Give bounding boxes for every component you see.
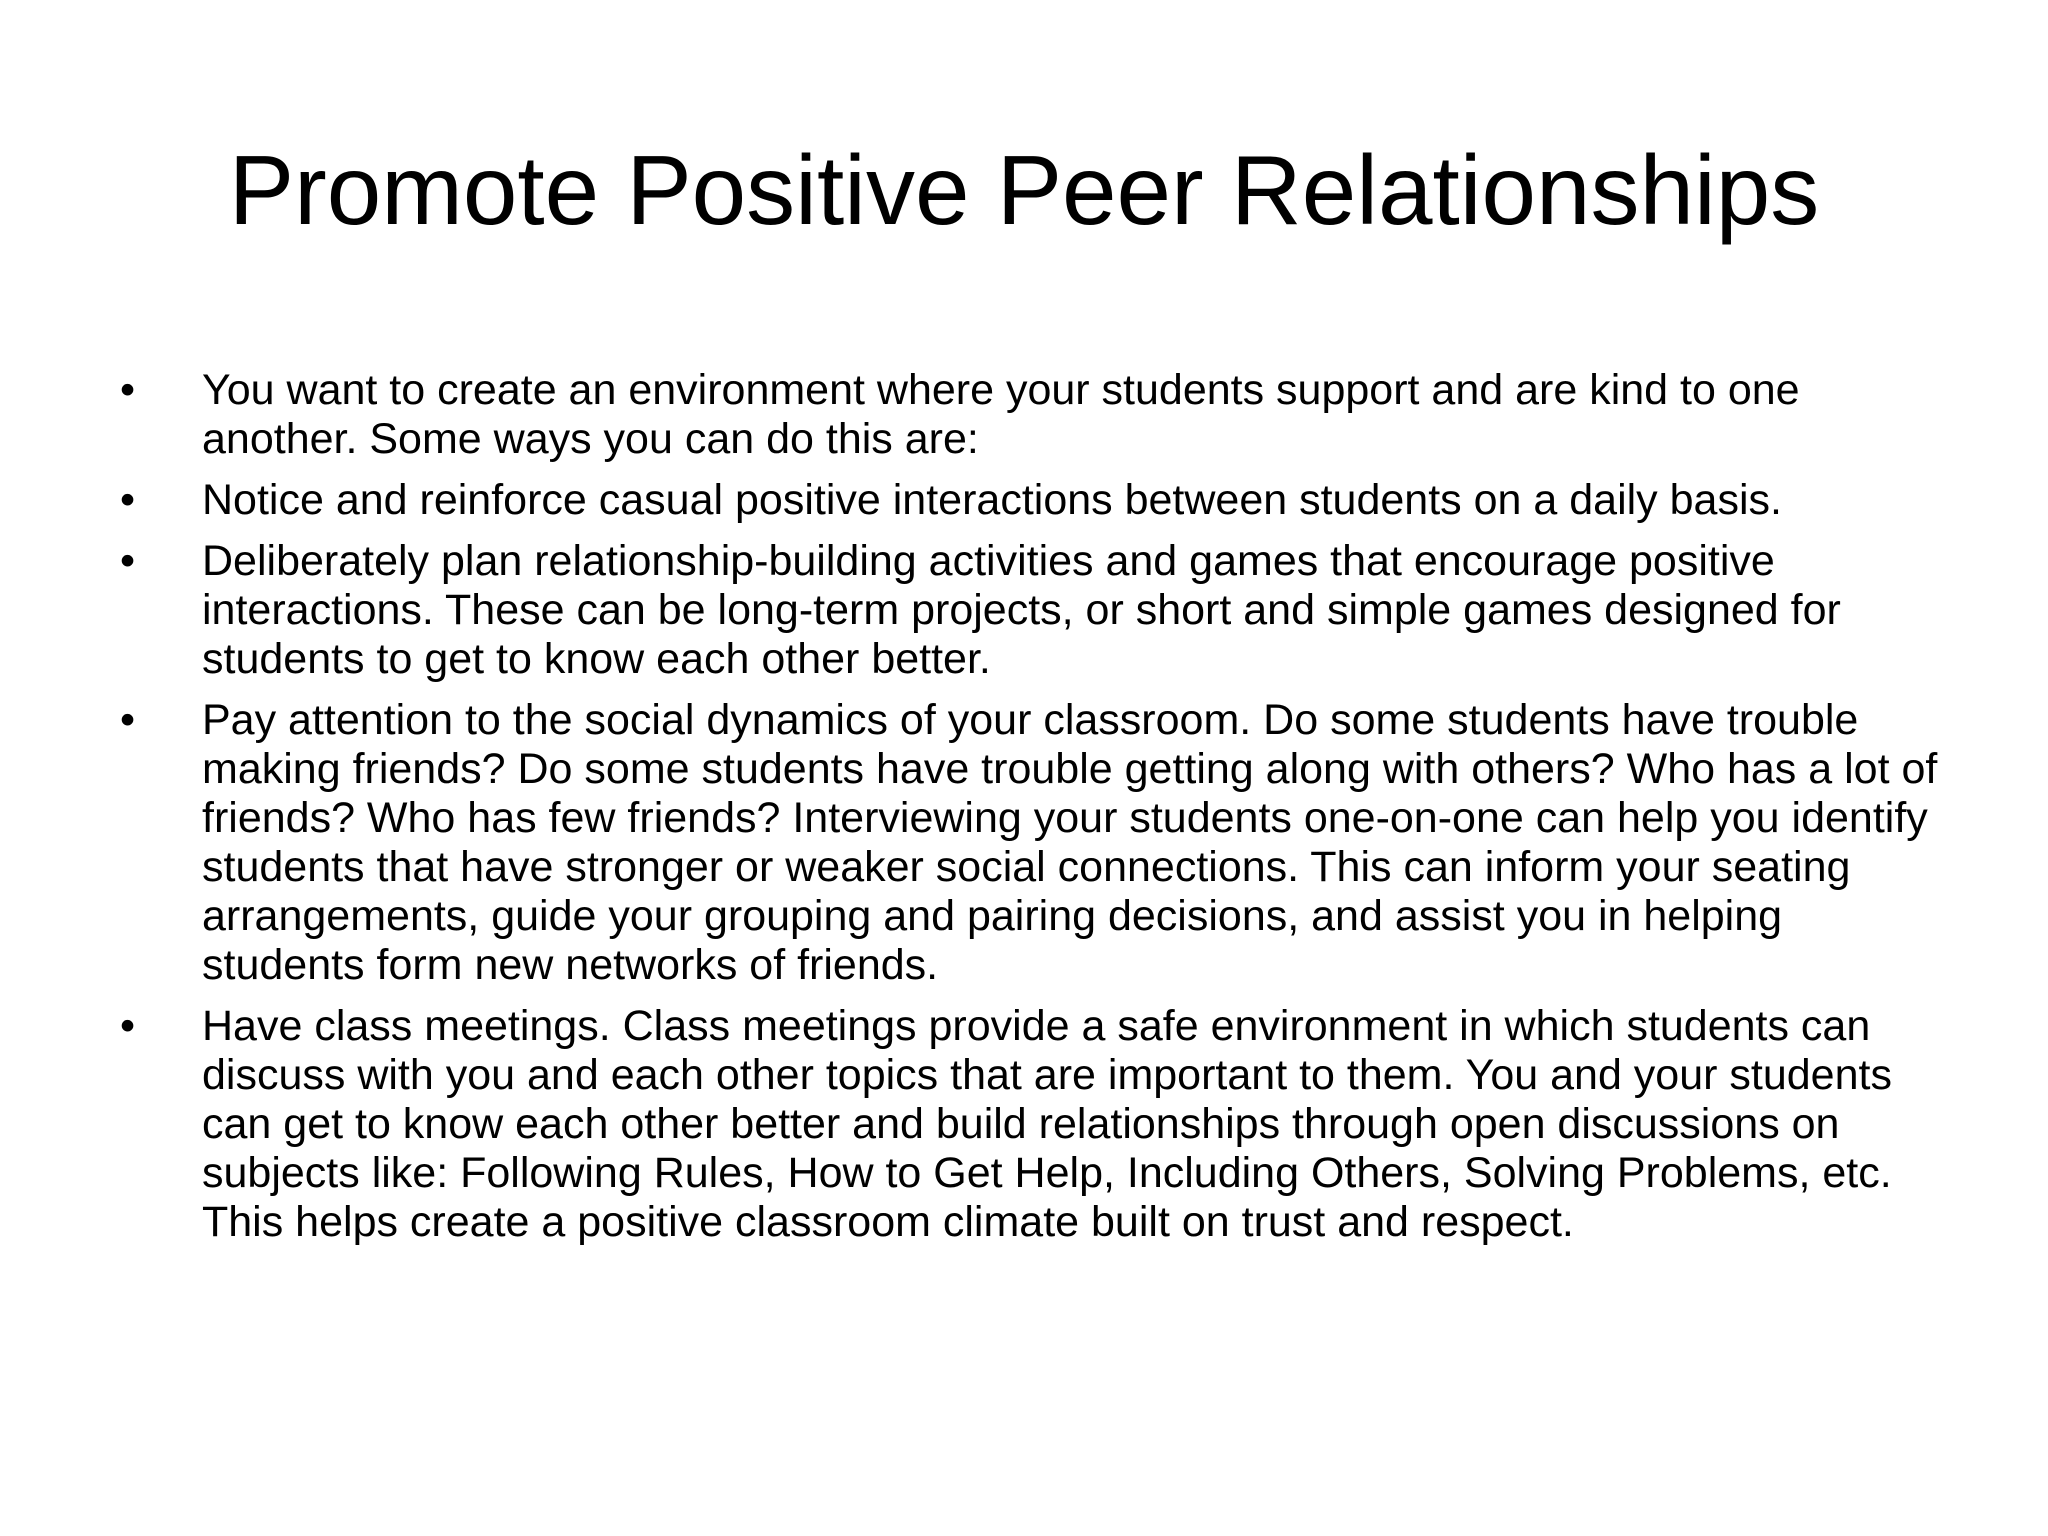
bullet-text: Deliberately plan relationship-building activities and games that encourage positive interactions. These can be long-term projects, or short and simple games designed for students to get to know each other better. (202, 537, 1841, 683)
bullet-item-2 (120, 476, 1950, 525)
bullet-dot-icon: • (120, 476, 136, 524)
bullet-text: Pay attention to the social dynamics of your classroom. Do some students have trouble making friends? Do some students have trouble getting along with others? Who has a lot of friends? Who has few friends? Interviewing your students one-on-one can help you identify students that have stronger or weaker social connections. This can inform your seating arrangements, guide your grouping and pairing decisions, and assist you in helping students form new networks of friends. (202, 696, 1938, 989)
bullet-dot-icon: • (120, 1002, 136, 1050)
bullet-dot-icon: • (120, 537, 136, 585)
slide-title: Promote Positive Peer Relationships (228, 135, 1820, 245)
bullet-text: Have class meetings. Class meetings provide a safe environment in which students can discuss with you and each other topics that are important to them. You and your students can get to know each other better and build relationships through open discussions on subjects like: Following Rules, How to Get Help, Including Others, Solving Problems, etc. This helps create a positive classroom climate built on trust and respect. (202, 1002, 1892, 1246)
bullet-list (120, 366, 1950, 1259)
bullet-dot-icon: • (120, 696, 136, 744)
bullet-item-3 (120, 537, 1950, 684)
bullet-text: You want to create an environment where your students support and are kind to one another. Some ways you can do this are: (202, 366, 1800, 463)
bullet-text: Notice and reinforce casual positive interactions between students on a daily basis. (202, 476, 1782, 524)
bullet-item-1 (120, 366, 1950, 464)
bullet-item-4 (120, 696, 1950, 990)
bullet-item-5 (120, 1002, 1950, 1247)
bullet-dot-icon: • (120, 366, 136, 414)
